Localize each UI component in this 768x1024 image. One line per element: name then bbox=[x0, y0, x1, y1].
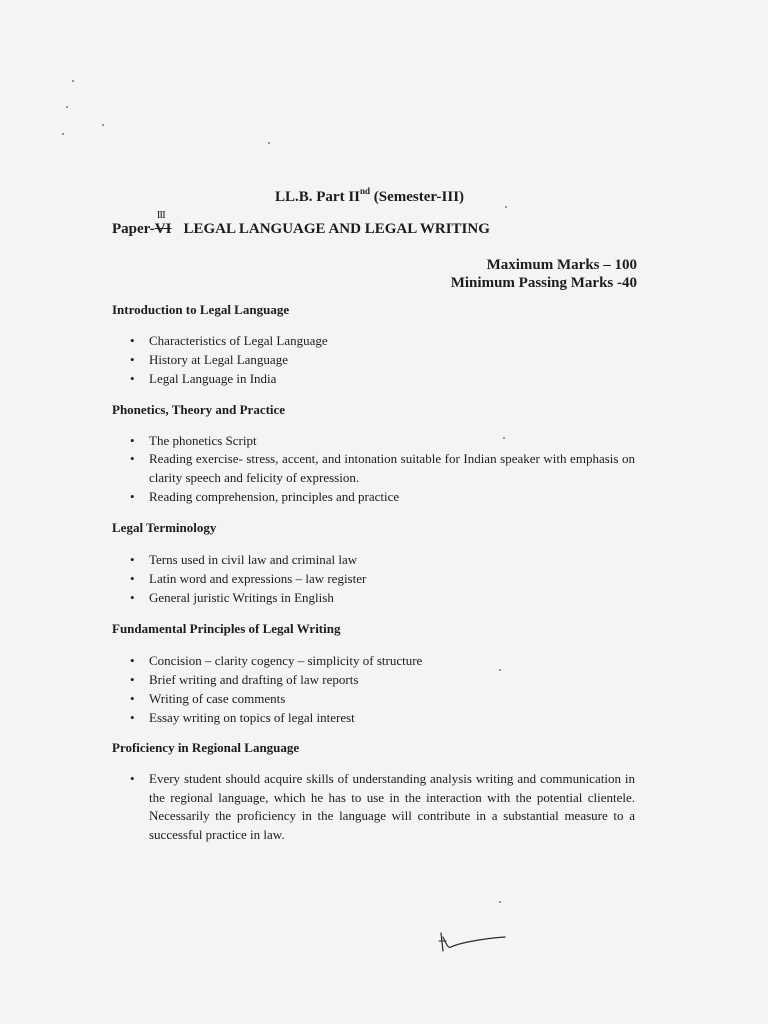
section-heading: Fundamental Principles of Legal Writing bbox=[112, 621, 341, 636]
paper-number-struck: VI bbox=[154, 221, 172, 237]
list-item: • Concision – clarity cogency – simplicity of structure bbox=[130, 651, 635, 670]
maximum-marks: Maximum Marks – 100 bbox=[486, 257, 637, 273]
paper-title: LEGAL LANGUAGE AND LEGAL WRITING bbox=[183, 221, 490, 237]
paper-number-handwritten: III bbox=[156, 209, 165, 221]
list-item: • Every student should acquire skills of understanding analysis writing and communication in the regional language, which he has to use in the interaction with the potential clientele. Necessarily the proficiency in the language will contribute in a substantial measure to a successful practice in law. bbox=[130, 770, 635, 844]
scan-speck bbox=[66, 106, 68, 108]
scan-speck bbox=[499, 901, 501, 903]
title-superscript: nd bbox=[360, 186, 371, 196]
section-list bbox=[130, 331, 635, 388]
section-list bbox=[130, 770, 635, 844]
title-prefix: LL.B. Part II bbox=[275, 189, 361, 205]
list-item: • Terns used in civil law and criminal law bbox=[130, 550, 635, 569]
scan-speck bbox=[102, 124, 104, 126]
list-item: • Reading exercise- stress, accent, and intonation suitable for Indian speaker with emphasis on clarity speech and felicity of expression. bbox=[130, 450, 635, 487]
scan-speck bbox=[505, 206, 507, 208]
list-item: • The phonetics Script bbox=[130, 431, 635, 450]
scan-speck bbox=[72, 80, 74, 82]
marks-block bbox=[451, 256, 637, 292]
scan-speck bbox=[268, 142, 270, 144]
list-item: • Brief writing and drafting of law reports bbox=[130, 670, 635, 689]
section-heading: Introduction to Legal Language bbox=[112, 302, 290, 317]
signature-scribble-icon bbox=[437, 927, 507, 955]
list-item: • Latin word and expressions – law register bbox=[130, 569, 635, 588]
section-heading: Phonetics, Theory and Practice bbox=[112, 402, 286, 417]
paper-heading bbox=[112, 209, 490, 238]
paper-label: Paper- bbox=[112, 221, 155, 237]
section-list bbox=[130, 550, 635, 607]
list-item: • Characteristics of Legal Language bbox=[130, 331, 635, 350]
section-heading: Legal Terminology bbox=[112, 520, 217, 535]
list-item: • Legal Language in India bbox=[130, 369, 635, 388]
scan-speck bbox=[62, 133, 64, 135]
minimum-passing-marks: Minimum Passing Marks -40 bbox=[450, 275, 637, 291]
list-item: • Essay writing on topics of legal interest bbox=[130, 708, 635, 727]
section-heading: Proficiency in Regional Language bbox=[112, 740, 300, 755]
list-item: • Writing of case comments bbox=[130, 689, 635, 708]
list-item: • History at Legal Language bbox=[130, 350, 635, 369]
list-item: • Reading comprehension, principles and practice bbox=[130, 487, 635, 506]
document-title bbox=[275, 187, 464, 206]
section-list bbox=[130, 651, 635, 727]
title-suffix: (Semester-III) bbox=[370, 189, 465, 205]
list-item: • General juristic Writings in English bbox=[130, 588, 635, 607]
section-list bbox=[130, 431, 635, 506]
paper-number bbox=[154, 209, 172, 238]
